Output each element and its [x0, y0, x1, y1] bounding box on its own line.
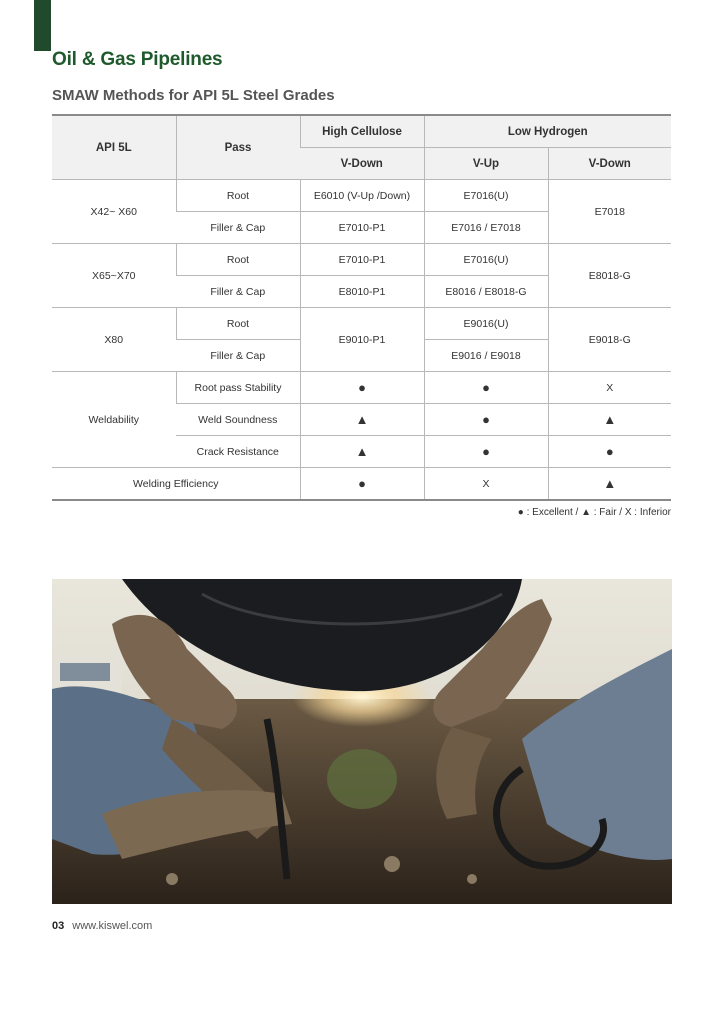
rating-cell: ● — [300, 372, 424, 404]
pass-cell: Filler & Cap — [176, 212, 300, 244]
pass-cell: Filler & Cap — [176, 276, 300, 308]
header-low-vup: V-Up — [424, 148, 548, 180]
header-high-vdown: V-Down — [300, 148, 424, 180]
electrode-cell: E9016(U) — [424, 308, 548, 340]
electrode-cell: E8010-P1 — [300, 276, 424, 308]
header-low-hydrogen: Low Hydrogen — [424, 115, 671, 148]
header-low-vdown: V-Down — [548, 148, 671, 180]
pass-cell: Root — [176, 180, 300, 212]
electrode-cell: E6010 (V-Up /Down) — [300, 180, 424, 212]
header-api5l: API 5L — [52, 115, 176, 180]
pass-cell: Filler & Cap — [176, 340, 300, 372]
rating-cell: ● — [424, 436, 548, 468]
criterion-cell: Root pass Stability — [176, 372, 300, 404]
rating-cell: X — [548, 372, 671, 404]
electrode-cell: E8018-G — [548, 244, 671, 308]
electrode-cell: E7010-P1 — [300, 244, 424, 276]
grade-cell: X65~X70 — [52, 244, 176, 308]
table-row — [52, 180, 671, 212]
grade-cell: X80 — [52, 308, 176, 372]
electrode-cell: E7016 / E7018 — [424, 212, 548, 244]
excellent-symbol: ● — [517, 507, 524, 518]
electrode-cell: E9018-G — [548, 308, 671, 372]
fair-label: : Fair / X : Inferior — [590, 507, 671, 518]
rating-cell: ● — [424, 404, 548, 436]
brand-accent-bar — [34, 0, 51, 51]
welders-illustration — [52, 579, 672, 904]
grade-cell: X42~ X60 — [52, 180, 176, 244]
fair-symbol: ▲ — [581, 507, 591, 518]
electrode-cell: E9010-P1 — [300, 308, 424, 372]
pass-cell: Root — [176, 308, 300, 340]
page-footer — [52, 920, 152, 932]
smaw-methods-table — [52, 114, 671, 501]
section-subtitle: SMAW Methods for API 5L Steel Grades — [52, 87, 335, 104]
criterion-cell: Crack Resistance — [176, 436, 300, 468]
electrode-cell: E7018 — [548, 180, 671, 244]
header-high-cellulose: High Cellulose — [300, 115, 424, 148]
page-title: Oil & Gas Pipelines — [52, 49, 223, 70]
website-link[interactable]: www.kiswel.com — [72, 920, 153, 932]
electrode-cell: E7010-P1 — [300, 212, 424, 244]
weldability-label: Weldability — [52, 372, 176, 468]
header-pass: Pass — [176, 115, 300, 180]
rating-cell: ▲ — [300, 404, 424, 436]
electrode-cell: E9016 / E9018 — [424, 340, 548, 372]
rating-cell: ● — [300, 468, 424, 501]
rating-cell: ● — [424, 372, 548, 404]
electrode-cell: E8016 / E8018-G — [424, 276, 548, 308]
table-row — [52, 372, 671, 404]
rating-cell: ▲ — [548, 404, 671, 436]
pass-cell: Root — [176, 244, 300, 276]
welders-photo — [52, 579, 672, 904]
table-row — [52, 308, 671, 340]
rating-cell: ● — [548, 436, 671, 468]
electrode-cell: E7016(U) — [424, 180, 548, 212]
rating-cell: ▲ — [548, 468, 671, 501]
page-number: 03 — [52, 920, 65, 932]
rating-cell: X — [424, 468, 548, 501]
efficiency-label: Welding Efficiency — [52, 468, 300, 501]
excellent-label: : Excellent / — [523, 507, 582, 518]
table-row — [52, 468, 671, 501]
electrode-cell: E7016(U) — [424, 244, 548, 276]
criterion-cell: Weld Soundness — [176, 404, 300, 436]
table-row — [52, 244, 671, 276]
rating-legend — [518, 507, 671, 518]
rating-cell: ▲ — [300, 436, 424, 468]
